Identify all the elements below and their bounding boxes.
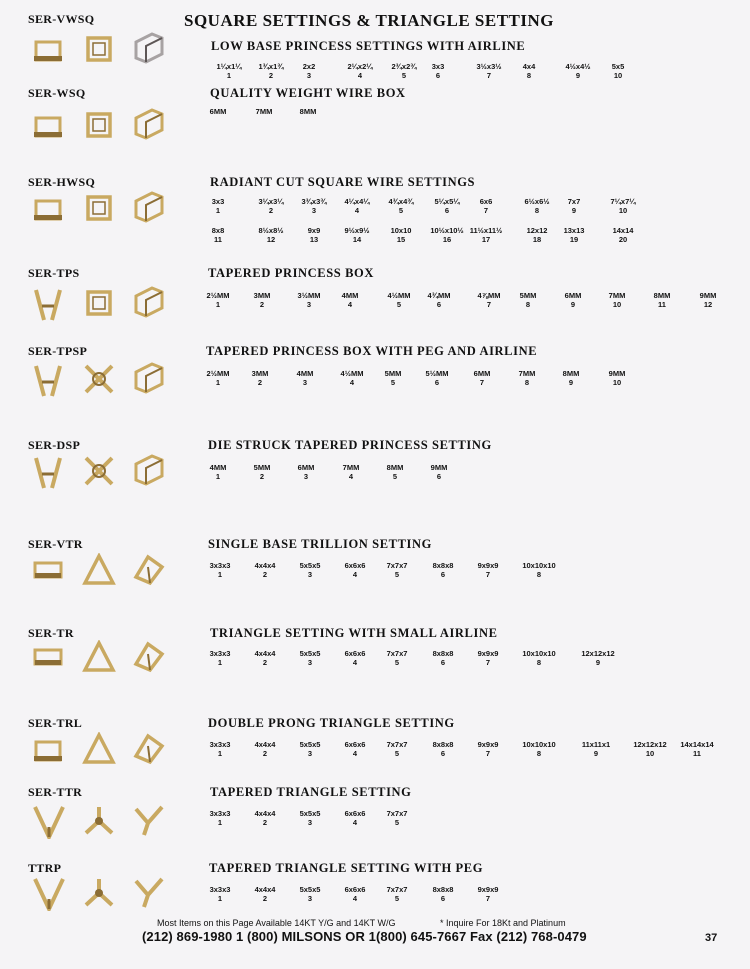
size-value: 5x5x5 [299,649,321,658]
size-option [667,741,727,758]
size-number: 4 [349,377,355,387]
size-number: 3 [306,70,312,80]
size-value: 6x6x6 [344,885,366,894]
square-setting-silver-icon [132,32,166,68]
size-value: 2¾x2¾ [391,62,417,71]
size-value: 4x4 [522,62,536,71]
size-value: 8MM [386,463,404,472]
product-photos [24,362,194,412]
size-value: 6x6x6 [344,649,366,658]
size-value: 6x6x6 [344,740,366,749]
size-value: 12x12 [526,226,548,235]
size-number: 3 [302,377,308,387]
sku-label: SER-WSQ [28,86,86,100]
size-value: 6x6x6 [344,561,366,570]
page-title: SQUARE SETTINGS & TRIANGLE SETTING [184,11,555,30]
size-value: 5x5x5 [299,561,321,570]
size-number: 20 [618,234,628,244]
size-value: 3¼x3¼ [258,197,284,206]
low-base-setting-icon [32,32,66,68]
size-value: 7¼x7¼ [610,197,636,206]
page-number: 37 [705,932,718,944]
size-number: 15 [396,234,406,244]
size-value: 9MM [608,369,626,378]
size-value: 4¾MM [427,291,451,300]
size-number: 5 [396,299,402,309]
size-option [509,650,569,667]
section-heading: TAPERED PRINCESS BOX WITH PEG AND AIRLINE [206,344,538,358]
availability-note: Most Items on this Page Available 14KT Y/G and 14KT W/G [157,918,396,928]
size-value: 2¼x2¼ [347,62,373,71]
size-number: 1 [217,893,223,903]
triangle-airline-top-icon [82,640,116,676]
size-option [367,810,427,827]
size-value: 9½x9½ [344,226,370,235]
product-photos [24,732,194,782]
size-value: 2x2 [302,62,316,71]
sku-label: SER-TRL [28,716,83,730]
size-number: 4 [348,471,354,481]
section-heading: TAPERED TRIANGLE SETTING WITH PEG [209,861,484,875]
size-value: 1¼x1¼ [216,62,242,71]
size-number: 5 [401,70,407,80]
size-number: 1 [215,377,221,387]
size-number: 6 [434,377,440,387]
size-value: 3x3x3 [209,649,231,658]
sku-label: SER-TPSP [28,344,88,358]
size-number: 11 [214,234,222,244]
size-value: 4x4x4 [254,649,276,658]
size-value: 7MM [608,291,626,300]
peg-setting-side-icon [32,362,66,398]
size-value: 3MM [251,369,269,378]
size-value: 10½x10½ [430,226,464,235]
size-number: 3 [307,893,313,903]
size-number: 7 [486,70,492,80]
size-value: 11½x11½ [469,226,503,235]
size-value: 7x7 [567,197,581,206]
sku-label: SER-HWSQ [28,175,96,189]
size-value: 9MM [430,463,448,472]
die-struck-side-icon [32,454,66,490]
size-value: 5x5x5 [299,809,321,818]
size-number: 8 [526,70,532,80]
wire-box-top-icon [82,108,116,144]
triangle-airline-angle-icon [132,640,166,676]
size-number: 2 [262,569,268,579]
size-value: 6x6x6 [344,809,366,818]
size-value: 7x7x7 [386,885,408,894]
size-value: 11x11x1 [581,740,611,749]
section-heading: DOUBLE PRONG TRIANGLE SETTING [208,716,455,730]
size-option [188,227,248,244]
size-number: 6 [440,657,446,667]
sku-label: SER-TPS [28,266,80,280]
size-number: 9 [575,70,581,80]
sku-label: SER-VWSQ [28,12,95,26]
size-number: 8 [536,569,542,579]
size-number: 2 [259,299,265,309]
trillion-top-icon [82,553,116,589]
size-value: 7x7x7 [386,809,408,818]
size-number: 2 [262,893,268,903]
size-value: 8x8x8 [432,885,454,894]
size-value: 8x8x8 [432,649,454,658]
size-number: 1 [217,657,223,667]
size-value: 9x9x9 [477,561,499,570]
size-value: 4½MM [340,369,364,378]
tapered-box-angle-icon [132,286,166,322]
size-value: 3x3x3 [209,740,231,749]
size-option [278,108,338,117]
size-number: 9 [568,377,574,387]
size-number: 5 [398,205,404,215]
size-number: 7 [479,377,485,387]
sku-label: SER-TR [28,626,74,640]
size-number: 6 [440,893,446,903]
sku-label: SER-DSP [28,438,81,452]
product-photos [24,553,194,603]
trillion-angle-icon [132,553,166,589]
section-heading: TAPERED PRINCESS BOX [208,266,374,280]
size-value: 9x9x9 [477,740,499,749]
size-value: 14x14 [612,226,634,235]
size-option [678,292,738,309]
size-value: 4¼x4¼ [344,197,370,206]
size-value: 4⅞MM [477,291,501,300]
size-value: 5½MM [425,369,449,378]
size-option [458,886,518,903]
tapered-triangle-top-icon [82,803,116,839]
size-value: 8½x8½ [258,226,284,235]
section-heading: RADIANT CUT SQUARE WIRE SETTINGS [210,175,476,189]
peg-triangle-angle-icon [132,875,166,911]
size-number: 8 [534,205,540,215]
peg-triangle-side-icon [32,875,66,911]
size-value: 4x4x4 [254,885,276,894]
size-number: 3 [311,205,317,215]
section-heading: DIE STRUCK TAPERED PRINCESS SETTING [208,438,492,452]
size-value: 5MM [253,463,271,472]
size-option [566,741,626,758]
size-number: 12 [703,299,713,309]
size-value: 7MM [342,463,360,472]
size-value: 4¾x4¾ [388,197,414,206]
size-option [588,63,648,80]
size-number: 10 [618,205,628,215]
size-number: 1 [217,569,223,579]
size-value: 6MM [209,107,227,116]
size-value: 3MM [253,291,271,300]
size-number: 6 [436,471,442,481]
size-value: 7x7x7 [386,740,408,749]
size-value: 8x8x8 [432,561,454,570]
size-value: 5MM [519,291,537,300]
size-value: 7MM [255,107,273,116]
radiant-setting-angle-icon [132,191,166,227]
size-value: 4x4x4 [254,740,276,749]
size-number: 4 [357,70,363,80]
size-value: 3x3 [431,62,445,71]
size-number: 2 [262,657,268,667]
size-option [509,741,569,758]
size-number: 2 [262,817,268,827]
size-value: 6MM [564,291,582,300]
size-value: 4½x4½ [565,62,591,71]
size-value: 9x9 [307,226,321,235]
size-number: 9 [593,748,599,758]
product-photos [24,108,194,158]
size-option [568,650,628,667]
size-value: 3x3x3 [209,809,231,818]
sku-label: SER-TTR [28,785,83,799]
size-number: 8 [525,299,531,309]
size-number: 2 [262,748,268,758]
size-number: 10 [645,748,655,758]
size-value: 8MM [299,107,317,116]
size-number: 11 [693,748,701,758]
size-number: 2 [268,70,274,80]
size-option [509,562,569,579]
radiant-setting-side-icon [32,191,66,227]
section-heading: TRIANGLE SETTING WITH SMALL AIRLINE [210,626,498,640]
size-number: 7 [486,299,492,309]
size-number: 6 [444,205,450,215]
size-number: 4 [352,657,358,667]
size-number: 4 [352,569,358,579]
tapered-box-side-icon [32,286,66,322]
size-number: 4 [352,893,358,903]
size-value: 7x7x7 [386,649,408,658]
size-number: 19 [569,234,579,244]
size-value: 8x8 [211,226,225,235]
size-number: 1 [226,70,232,80]
size-value: 4MM [341,291,359,300]
size-number: 10 [613,70,623,80]
size-value: 14x14x14 [680,740,714,749]
section-heading: SINGLE BASE TRILLION SETTING [208,537,432,551]
size-number: 18 [532,234,542,244]
size-number: 1 [217,817,223,827]
size-value: 5MM [384,369,402,378]
size-number: 8 [536,748,542,758]
size-number: 5 [392,471,398,481]
section-heading: LOW BASE PRINCESS SETTINGS WITH AIRLINE [211,39,526,53]
size-number: 7 [485,569,491,579]
size-number: 6 [435,70,441,80]
section-heading: QUALITY WEIGHT WIRE BOX [210,86,406,100]
size-value: 9x9x9 [477,885,499,894]
tapered-triangle-angle-icon [132,803,166,839]
size-number: 8 [524,377,530,387]
size-number: 10 [612,299,622,309]
sku-label: SER-VTR [28,537,83,551]
size-number: 13 [309,234,319,244]
size-number: 10 [612,377,622,387]
size-value: 3x3x3 [209,885,231,894]
size-value: 5x5x5 [299,740,321,749]
size-value: 10x10 [390,226,412,235]
size-value: 12x12x12 [633,740,667,749]
size-number: 7 [485,657,491,667]
die-struck-top-icon [82,454,116,490]
size-number: 4 [347,299,353,309]
die-struck-angle-icon [132,454,166,490]
size-option [409,464,469,481]
radiant-setting-top-icon [82,191,116,227]
size-number: 2 [257,377,263,387]
size-number: 7 [483,205,489,215]
size-number: 5 [390,377,396,387]
size-value: 3x3x3 [209,561,231,570]
tapered-triangle-side-icon [32,803,66,839]
size-value: 12x12x12 [581,649,615,658]
double-prong-angle-icon [132,732,166,768]
size-number: 14 [352,234,362,244]
size-number: 2 [259,471,265,481]
square-setting-icon [82,32,116,68]
size-value: 3x3 [211,197,225,206]
product-photos [24,191,194,241]
size-number: 5 [394,817,400,827]
product-photos [24,454,194,504]
size-value: 10x10x10 [522,561,556,570]
size-number: 9 [595,657,601,667]
size-number: 6 [436,299,442,309]
size-value: 6MM [297,463,315,472]
size-option [593,227,653,244]
size-value: 8x8x8 [432,740,454,749]
size-number: 4 [352,748,358,758]
product-photos [24,640,194,690]
size-number: 3 [307,569,313,579]
size-value: 5x5 [611,62,625,71]
sku-label: TTRP [28,861,62,875]
size-value: 8MM [653,291,671,300]
contact-line: (212) 869-1980 1 (800) MILSONS OR 1(800) 645-7667 Fax (212) 768-0479 [142,929,587,944]
size-value: 4½MM [387,291,411,300]
size-number: 7 [485,748,491,758]
size-number: 6 [440,748,446,758]
size-value: 6½x6½ [524,197,550,206]
inquire-note: * Inquire For 18Kt and Platinum [440,918,566,928]
section-heading: TAPERED TRIANGLE SETTING [210,785,412,799]
size-value: 3¾x3¾ [301,197,327,206]
size-value: 4x4x4 [254,809,276,818]
product-photos [24,803,194,853]
size-number: 3 [303,471,309,481]
size-number: 1 [215,471,221,481]
size-value: 5x5x5 [299,885,321,894]
size-number: 9 [571,205,577,215]
size-number: 3 [307,817,313,827]
size-number: 16 [442,234,452,244]
product-photos [24,286,194,336]
size-number: 7 [485,893,491,903]
size-value: 7MM [518,369,536,378]
peg-setting-angle-icon [132,362,166,398]
product-photos [24,32,194,82]
size-number: 3 [307,748,313,758]
double-prong-top-icon [82,732,116,768]
size-number: 1 [215,205,221,215]
size-option [593,198,653,215]
size-value: 3½x3½ [476,62,502,71]
size-number: 6 [440,569,446,579]
double-prong-side-icon [32,732,66,768]
size-number: 1 [217,748,223,758]
size-number: 11 [658,299,666,309]
size-number: 4 [352,817,358,827]
size-value: 4MM [296,369,314,378]
size-number: 17 [481,234,491,244]
size-number: 3 [307,657,313,667]
size-number: 5 [394,657,400,667]
size-number: 5 [394,893,400,903]
size-number: 4 [354,205,360,215]
triangle-airline-side-icon [32,640,66,676]
size-value: 4x4x4 [254,561,276,570]
size-number: 8 [536,657,542,667]
size-value: 6MM [473,369,491,378]
size-number: 2 [268,205,274,215]
size-number: 12 [266,234,276,244]
size-option [587,370,647,387]
size-value: 9x9x9 [477,649,499,658]
size-value: 9MM [699,291,717,300]
tapered-box-top-icon [82,286,116,322]
size-value: 5¼x5¼ [434,197,460,206]
size-value: 2½MM [206,369,230,378]
wire-box-side-icon [32,108,66,144]
size-number: 5 [394,569,400,579]
size-value: 2½MM [206,291,230,300]
size-value: 13x13 [563,226,585,235]
size-value: 3½MM [297,291,321,300]
size-value: 8MM [562,369,580,378]
size-value: 6x6 [479,197,493,206]
wire-box-angle-icon [132,108,166,144]
size-value: 10x10x10 [522,740,556,749]
peg-setting-top-icon [82,362,116,398]
peg-triangle-top-icon [82,875,116,911]
size-number: 5 [394,748,400,758]
size-option [188,198,248,215]
size-number: 1 [215,299,221,309]
size-number: 9 [570,299,576,309]
size-value: 1¾x1¾ [258,62,284,71]
size-value: 10x10x10 [522,649,556,658]
trillion-side-icon [32,553,66,589]
size-value: 4MM [209,463,227,472]
size-value: 7x7x7 [386,561,408,570]
size-number: 3 [306,299,312,309]
